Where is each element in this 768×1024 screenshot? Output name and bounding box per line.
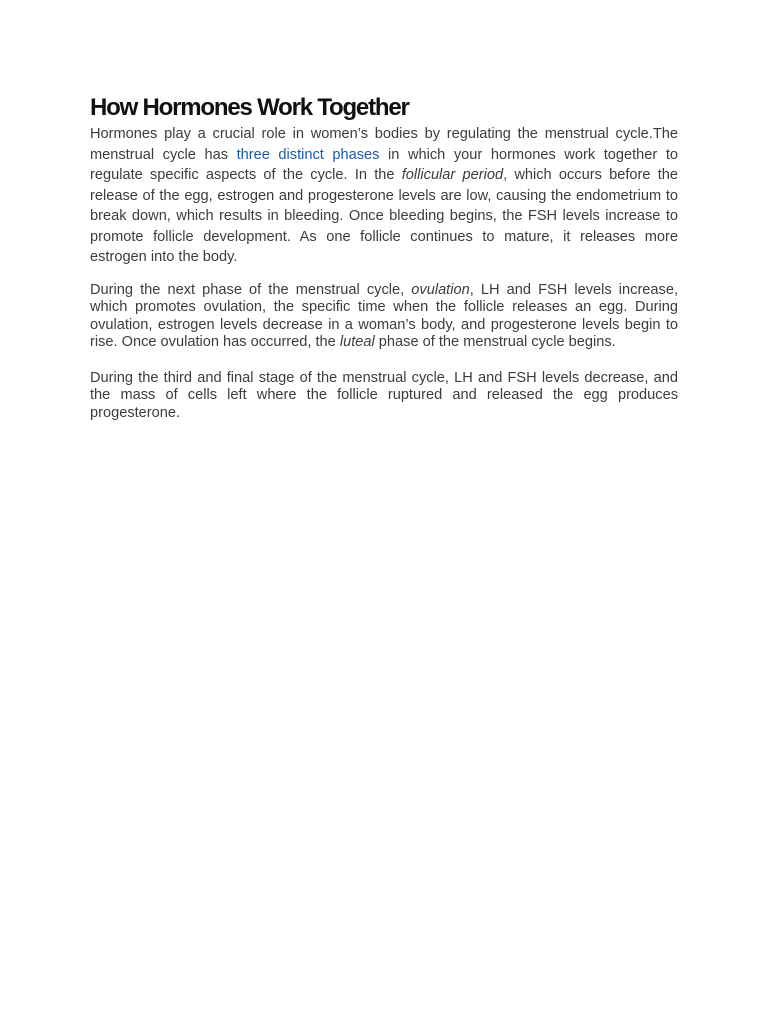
document-page [90, 92, 678, 423]
paragraph-text: Hormones play a crucial role in women’s bodies by regulating the menstrual cycle.The menstrual cycle has [90, 126, 678, 163]
paragraph-text: phase of the menstrual cycle begins. [374, 334, 616, 351]
paragraph-text: , which occurs before the release of the egg, estrogen and progesterone levels are low, causing the endometrium to break down, which results in bleeding. Once bleeding begins, the FSH levels increase to promote follicle development. As one follicle continues to mature, it releases more estrogen into the body. [90, 167, 679, 265]
paragraph-text: in which your hormones work together to regulate specific aspects of the cycle. In the [90, 146, 678, 183]
page-title: How Hormones Work Together [90, 94, 409, 121]
italic-term-ovulation: ovulation [411, 281, 470, 298]
paragraph-text: During the next phase of the menstrual cycle, [90, 281, 412, 298]
paragraph-intro [90, 124, 678, 268]
paragraph-ovulation [90, 282, 678, 352]
paragraph-luteal: During the third and final stage of the menstrual cycle, LH and FSH levels decrease, and the mass of cells left where the follicle ruptured and released the egg produces progesterone. [90, 369, 678, 422]
three-distinct-phases-link[interactable]: three distinct phases [236, 146, 380, 163]
italic-term-luteal: luteal [339, 334, 375, 351]
paragraph-text: , LH and FSH levels increase, which promotes ovulation, the specific time when the follicle releases an egg. During ovulation, estrogen levels decrease in a woman’s body, and progesterone levels begin to rise. Once ovulation has occurred, the [90, 281, 679, 351]
italic-term-follicular-period: follicular period [401, 167, 504, 183]
